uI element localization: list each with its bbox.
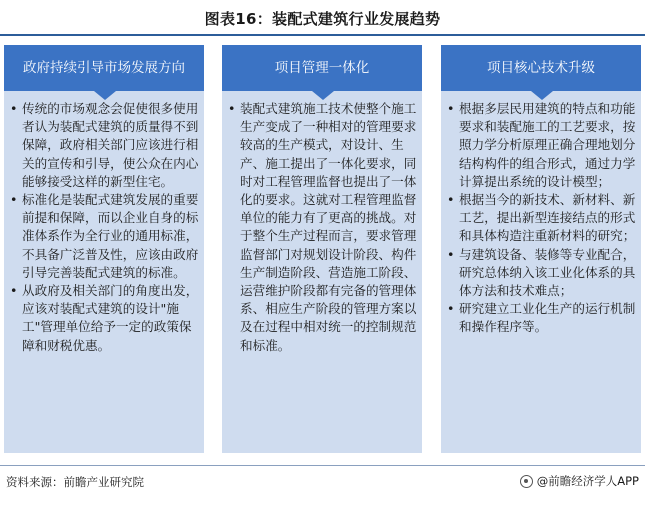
bullet-list (228, 100, 418, 355)
list-item: • 根据多层民用建筑的特点和功能要求和装配施工的工艺要求，按照力学分析原理正确合理地划分结构构件的组合形式，通过力学计算提出系统的设计模型； (447, 100, 637, 191)
chevron-down-icon (94, 91, 116, 100)
bullet-list (447, 100, 637, 337)
list-item: • 标准化是装配式建筑发展的重要前提和保障，而以企业自身的标准体系作为全行业的通用标准，不具备广泛普及性，应该由政府引导完善装配式建筑的标准。 (10, 191, 200, 282)
brand-logo-icon (520, 475, 533, 488)
chevron-down-icon (531, 91, 553, 100)
trend-column-project-management (222, 45, 422, 453)
brand-credit (520, 473, 639, 489)
list-item: • 与建筑设备、装修等专业配合，研究总体纳入该工业化体系的具体方法和技术难点； (447, 246, 637, 301)
title-divider (0, 34, 645, 36)
source-note: 资料来源：前瞻产业研究院 (6, 475, 144, 489)
list-item: • 装配式建筑施工技术使整个施工生产变成了一种相对的管理要求较高的生产模式，对设计、生产、施工提出了一体化要求，同时对工程管理监督也提出了一体化的要求。这就对工程管理监督单位的能力有了更高的挑战。对于整个生产过程而言，要求管理监督部门对规划设计阶段、构件生产制造阶段、营造施工阶段、运营维护阶段都有完备的管理体系、相应生产阶段的管理方案以及在过程中相对统一的控制规范和标准。 (228, 100, 418, 355)
list-item: • 根据当今的新技术、新材料、新工艺，提出新型连接结点的形式和具体构造注重新材料的研究； (447, 191, 637, 246)
column-heading: 项目管理一体化 (222, 45, 422, 91)
list-item: • 研究建立工业化生产的运行机制和操作程序等。 (447, 300, 637, 336)
trend-column-core-technology (441, 45, 641, 453)
footer-divider (0, 465, 645, 466)
chart-title: 图表16：装配式建筑行业发展趋势 (204, 10, 441, 28)
brand-label: @前瞻经济学人APP (536, 474, 639, 488)
bullet-list (10, 100, 200, 355)
list-item: • 从政府及相关部门的角度出发，应该对装配式建筑的设计"施工"管理单位给予一定的政策保障和财税优惠。 (10, 282, 200, 355)
column-heading: 政府持续引导市场发展方向 (4, 45, 204, 91)
trend-column-government (4, 45, 204, 453)
chevron-down-icon (312, 91, 334, 100)
column-heading: 项目核心技术升级 (441, 45, 641, 91)
list-item: • 传统的市场观念会促使很多使用者认为装配式建筑的质量得不到保障，政府相关部门应该进行相关的宣传和引导，使公众在内心能够接受这样的新型住宅。 (10, 100, 200, 191)
